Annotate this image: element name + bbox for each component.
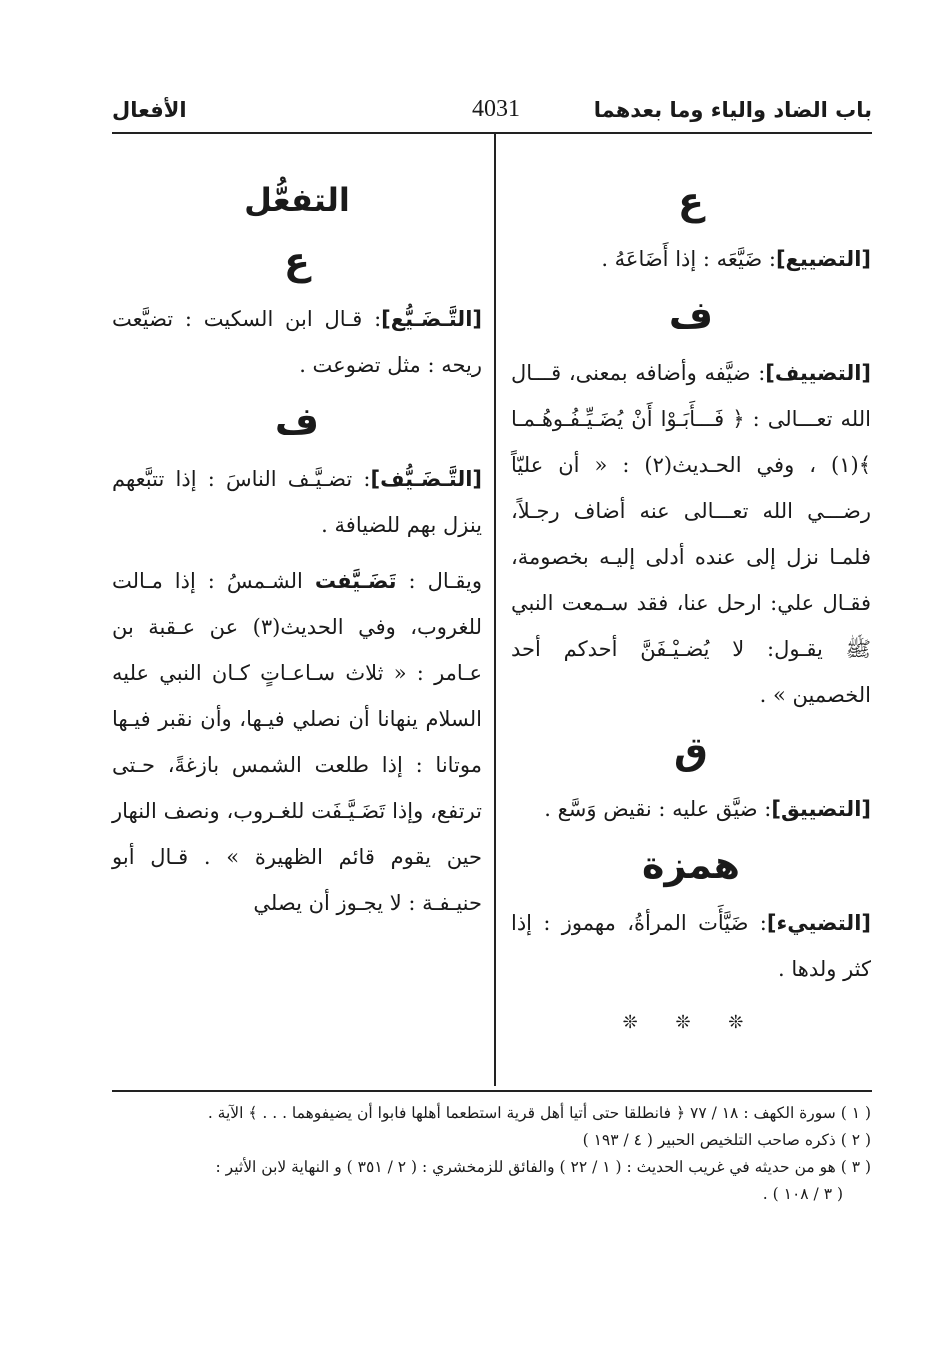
entry-term: [التَّـضَـيُّف] — [370, 467, 482, 491]
entry-text: ويقـال : — [396, 569, 482, 593]
letter-heading-hamza: همزة — [642, 843, 740, 887]
entry-term: [التضييء] — [766, 911, 871, 935]
entry-text: : تضـيَّـف الناسَ : إذا تتبَّعهم ينزل بهم للضيافة . — [112, 467, 482, 537]
footnotes — [111, 1100, 871, 1208]
entry-tadayyafat — [112, 558, 482, 926]
letter-heading-qaf: ق — [674, 729, 708, 773]
entry-text: : ضيَّق عليه : نقيض وَسَّع . — [544, 797, 772, 821]
entry-tadayyu — [112, 296, 482, 388]
footnote-rule — [112, 1090, 872, 1092]
letter-heading-fa: ف — [274, 399, 320, 443]
footnote-3-continued: ( ٣ / ١٠٨ ) . — [762, 1185, 843, 1203]
entry-term: [التضييع] — [775, 247, 871, 271]
column-divider — [494, 134, 496, 1086]
entry-tadyiq — [511, 786, 871, 832]
entry-tadyif — [511, 350, 871, 718]
entry-text: : قـال ابن السكيت : تضيَّعت ريحه : مثل تضوعت . — [112, 307, 482, 377]
right-column — [511, 168, 871, 1046]
entry-text: الشـمسُ : إذا مـالت للغروب، وفي الحديث(٣) عن عـقبة بن عـامر : « ثلاث سـاعـاتٍ كـان النبي عليه السلام ينهانا أن نصلي فيـها، وأن نقبر فيـها موتانا : إذا طلعت الشمس بازغةً، حـتى ترتفع، وإذا تَضَـيَّـفَت للغـروب، ونصف النهار حين يقوم قائم الظهيرة » . قـال أبو حنيـفـة : لا يجـوز أن يصلي — [112, 569, 482, 915]
chapter-heading: التفعُّل — [244, 181, 350, 219]
entry-term: تَضَـيَّفت — [314, 569, 397, 593]
entry-term: [التَّـضَـيُّع] — [381, 307, 482, 331]
letter-heading-fa: ف — [668, 293, 714, 337]
entry-tadyi — [511, 236, 871, 282]
entry-term: [التضييف] — [765, 361, 871, 385]
page-number: 4031 — [472, 96, 520, 122]
entry-text: : ضَيَّأَت المرأةُ، مهموز : إذا كثر ولدها . — [511, 911, 871, 981]
entry-text: : ضيَّفه وأضافه بمعنى، قـــال الله تعـــالى : ﴿ فَـــأَبَـوْا أَنْ يُضَـيِّـفُـوهُـمـا ﴾(١) ، وفي الحـديث(٢) : « أن عليّاً رضـــي الله تعـــالى عنه أضاف رجـلاً، فلمـا نزل إلى عنده أدلى إليـه بخصومة، فقـال علي: ارحل عنا، فقد سـمعت النبي ﷺ يقـول: لا يُضـيْـفَنَّ أحدكم أحد الخصمين » . — [511, 361, 871, 707]
letter-heading-ain: ع — [678, 179, 704, 223]
entry-tadayyuf — [112, 456, 482, 548]
section-title: الأفعال — [112, 98, 187, 122]
letter-heading-ain: ع — [284, 239, 310, 283]
left-column — [112, 168, 482, 926]
entry-term: [التضييق] — [771, 797, 871, 821]
chapter-title: باب الضاد والياء وما بعدهما — [593, 98, 872, 122]
footnote-3: ( ٣ ) هو من حديثه في غريب الحديث : ( ١ / ٢٢ ) والفائق للزمخشري : ( ٢ / ٣٥١ ) و النهاية لابن الأثير : — [215, 1158, 871, 1176]
entry-text: : ضَيَّعَه : إذا أَضَاعَهُ . — [601, 247, 776, 271]
page-header — [112, 92, 872, 136]
section-end-stars: ❊ ❊ ❊ — [622, 1012, 760, 1033]
footnote-1: ( ١ ) سورة الكهف : ١٨ / ٧٧ ﴿ فانطلقا حتى أتيا أهل قرية استطعما أهلها فابوا أن يضيفوهما . . . ﴾ الآية . — [207, 1104, 871, 1122]
header-rule — [112, 132, 872, 134]
entry-tadyi-hamza — [511, 900, 871, 992]
footnote-2: ( ٢ ) ذكره صاحب التلخيص الحبير ( ٤ / ١٩٣ ) — [582, 1131, 871, 1149]
